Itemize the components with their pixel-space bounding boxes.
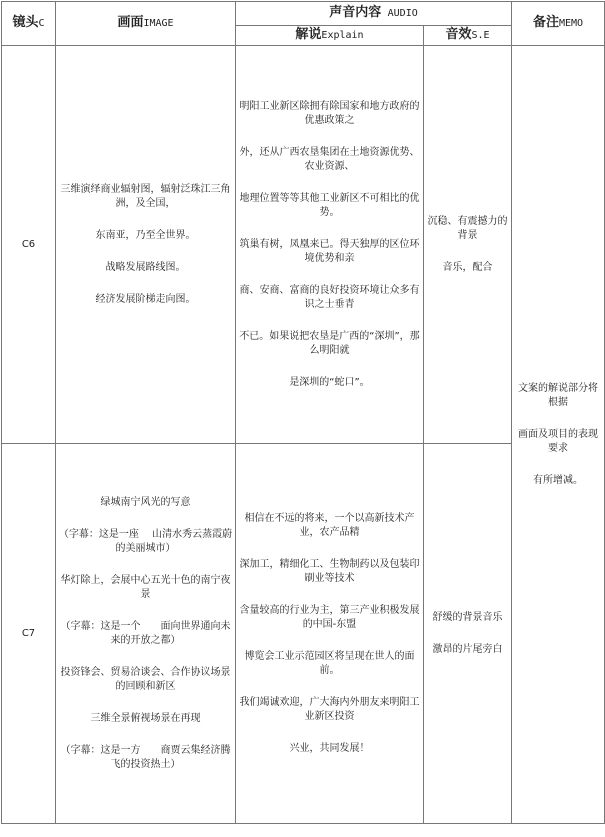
- image-cell: [56, 46, 236, 444]
- memo-cell: [512, 46, 605, 824]
- narration-line: 我们竭诚欢迎，广大海内外朋友来明阳工业新区投资: [239, 696, 420, 722]
- narration-line: 外，还从广西农垦集团在土地资源优势、农业资源、: [239, 146, 420, 172]
- image-line: 三维全景俯视场景在再现: [90, 712, 201, 724]
- image-line: 三维演绎商业辐射图，辐射泛珠江三角洲，及全国，: [60, 183, 231, 209]
- image-line: 战略发展路线图。: [105, 261, 186, 273]
- image-line: 东南亚，乃至全世界。: [95, 229, 196, 241]
- shot-row-c6: [2, 46, 605, 444]
- narration-line: 含量较高的行业为主，第三产业积极发展的中国-东盟: [239, 604, 420, 630]
- shot-id: C7: [2, 444, 56, 824]
- narration-line: 博览会工业示范园区将呈现在世人的面前。: [244, 650, 415, 676]
- memo-line: 文案的解说部分将根据: [518, 382, 599, 408]
- narration-line: 深加工，精细化工、生物制药以及包装印刷业等技术: [239, 558, 420, 584]
- narration-line: 是深圳的“蛇口”。: [289, 376, 370, 388]
- sfx-cell: [424, 46, 512, 444]
- narration-line: 相信在不远的将来，一个以高新技术产业，农产品精: [244, 512, 415, 538]
- header-narration: 解说Explain: [236, 26, 424, 46]
- header-row-top: [2, 2, 605, 26]
- narration-cell: [236, 46, 424, 444]
- image-line: 经济发展阶梯走向图。: [95, 293, 196, 305]
- sfx-cell: [424, 444, 512, 824]
- sfx-line: 激昂的片尾旁白: [432, 643, 503, 655]
- sfx-line: 沉稳、有震撼力的背景: [427, 215, 508, 241]
- image-line: （字幕：这是一个 面向世界通向未来的开放之都）: [60, 620, 231, 646]
- image-cell: [56, 444, 236, 824]
- image-line: 华灯除上，会展中心五光十色的南宁夜景: [60, 574, 231, 600]
- image-line: （字幕：这是一座 山清水秀云蒸霞蔚的美丽城市）: [58, 528, 233, 554]
- header-sfx: 音效S.E: [424, 26, 512, 46]
- sfx-line: 音乐，配合: [442, 261, 493, 273]
- storyboard-table: [1, 1, 605, 824]
- narration-line: 不已。如果说把农垦是广西的“深圳”，那么明阳就: [239, 330, 420, 356]
- memo-line: 有所增减。: [533, 474, 584, 486]
- narration-line: 地理位置等等其他工业新区不可相比的优势。: [239, 192, 420, 218]
- header-shot: 镜头C: [2, 2, 56, 46]
- narration-cell: [236, 444, 424, 824]
- header-memo: 备注MEMO: [512, 2, 605, 46]
- header-image: 画面IMAGE: [56, 2, 236, 46]
- sfx-line: 舒缓的背景音乐: [432, 611, 503, 623]
- image-line: 投资锋会、贸易洽谈会、合作协议场景的回顾和新区: [60, 666, 231, 692]
- memo-line: 画面及项目的表现要求: [518, 428, 599, 454]
- narration-line: 明阳工业新区除拥有除国家和地方政府的优惠政策之: [239, 100, 420, 126]
- image-line: （字幕：这是一方 商贾云集经济腾飞的投资热土）: [60, 744, 231, 770]
- narration-line: 筑巢有树，凤凰来已。得天独厚的区位环境优势和亲: [239, 238, 420, 264]
- shot-id: C6: [2, 46, 56, 444]
- narration-line: 商、安商、富商的良好投资环境让众多有识之士垂青: [239, 284, 420, 310]
- header-audio: 声音内容 AUDIO: [236, 2, 512, 26]
- image-line: 绿城南宁风光的写意: [100, 496, 191, 508]
- narration-line: 兴业，共同发展！: [289, 742, 370, 754]
